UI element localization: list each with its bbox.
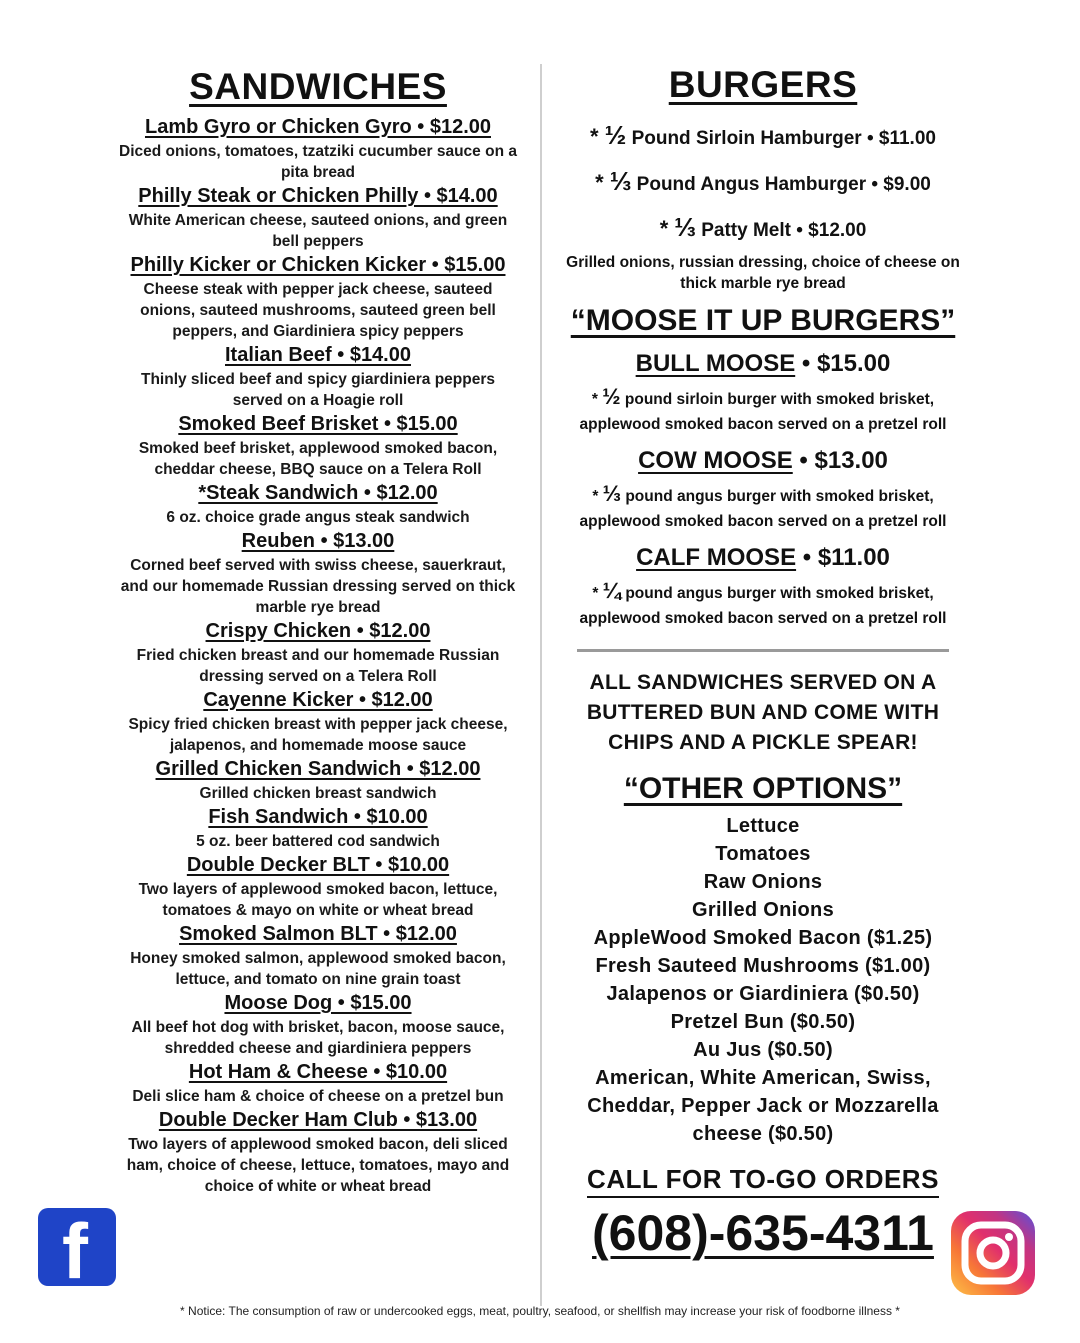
options-list bbox=[562, 812, 964, 1148]
sandwich-description: Two layers of applewood smoked bacon, lettuce, tomatoes & mayo on white or wheat bread bbox=[138, 881, 498, 919]
patty-melt-description: Grilled onions, russian dressing, choice of cheese on thick marble rye bread bbox=[566, 254, 960, 292]
sandwich-name: Hot Ham & Cheese • $10.00 bbox=[188, 1061, 448, 1083]
call-label: CALL FOR TO-GO ORDERS bbox=[587, 1162, 939, 1198]
sandwich-description: Smoked beef brisket, applewood smoked bacon, cheddar cheese, BBQ sauce on a Telera Roll bbox=[138, 440, 498, 478]
sandwich-name: Smoked Beef Brisket • $15.00 bbox=[178, 413, 458, 435]
sandwich-description: Diced onions, tomatoes, tzatziki cucumber sauce on a pita bread bbox=[119, 143, 517, 181]
moose-heading: “MOOSE IT UP BURGERS” bbox=[570, 304, 956, 337]
sandwich-name: Smoked Salmon BLT • $12.00 bbox=[179, 923, 457, 945]
moose-fraction: ½ bbox=[602, 384, 621, 409]
moose-description bbox=[562, 481, 964, 509]
burger-item bbox=[562, 206, 964, 252]
moose-line2: applewood smoked bacon served on a pretzel roll bbox=[579, 416, 947, 433]
burger-item bbox=[562, 114, 964, 160]
sandwich-description: 5 oz. beer battered cod sandwich bbox=[196, 833, 440, 850]
asterisk: * bbox=[592, 488, 603, 505]
foodborne-notice: * Notice: The consumption of raw or undercooked eggs, meat, poultry, seafood, or shellfish may increase your risk of foodborne illness * bbox=[180, 1304, 900, 1318]
moose-name: COW MOOSE bbox=[638, 447, 793, 474]
moose-name: BULL MOOSE bbox=[635, 350, 796, 377]
sandwich-list bbox=[118, 114, 518, 1197]
burger-text: Pound Sirloin Hamburger • $11.00 bbox=[631, 128, 936, 149]
burgers-column bbox=[562, 58, 964, 1262]
facebook-icon[interactable]: f bbox=[38, 1208, 116, 1286]
asterisk: * bbox=[659, 216, 669, 241]
sandwich-name: Lamb Gyro or Chicken Gyro • $12.00 bbox=[144, 116, 491, 138]
burgers-heading: BURGERS bbox=[668, 64, 858, 105]
option-item: Grilled Onions bbox=[692, 899, 834, 921]
asterisk: * bbox=[592, 585, 603, 602]
moose-price: • $11.00 bbox=[802, 544, 890, 571]
instagram-icon[interactable] bbox=[951, 1211, 1035, 1295]
sandwich-description: Spicy fried chicken breast with pepper jack cheese, jalapenos, and homemade moose sauce bbox=[128, 716, 508, 754]
sandwich-description: Two layers of applewood smoked bacon, deli sliced ham, choice of cheese, lettuce, tomatoes, mayo and choice of white or wheat bread bbox=[126, 1136, 510, 1195]
option-item: Pretzel Bun ($0.50) bbox=[670, 1011, 856, 1033]
sandwich-name: Philly Steak or Chicken Philly • $14.00 bbox=[138, 185, 498, 207]
sandwich-description: Grilled chicken breast sandwich bbox=[199, 785, 437, 802]
sandwich-name: Philly Kicker or Chicken Kicker • $15.00 bbox=[130, 254, 506, 276]
moose-line2: applewood smoked bacon served on a pretzel roll bbox=[579, 610, 947, 627]
moose-description bbox=[562, 384, 964, 412]
option-item: Jalapenos or Giardiniera ($0.50) bbox=[606, 983, 920, 1005]
sandwich-description: Fried chicken breast and our homemade Russian dressing served on a Telera Roll bbox=[136, 647, 500, 685]
moose-fraction: ⅓ bbox=[602, 481, 622, 506]
phone-number[interactable]: (608)-635-4311 bbox=[592, 1205, 934, 1261]
sandwich-name: Double Decker BLT • $10.00 bbox=[186, 854, 450, 876]
sandwich-description: White American cheese, sauteed onions, and green bell peppers bbox=[128, 212, 508, 250]
asterisk: * bbox=[590, 124, 599, 149]
sandwich-description: Deli slice ham & choice of cheese on a pretzel bun bbox=[132, 1088, 504, 1105]
burger-fraction: ⅓ bbox=[609, 166, 632, 196]
sandwich-description: Corned beef served with swiss cheese, sauerkraut, and our homemade Russian dressing served on thick marble rye bread bbox=[120, 557, 516, 616]
moose-list bbox=[562, 344, 964, 631]
option-item: AppleWood Smoked Bacon ($1.25) bbox=[593, 927, 933, 949]
sandwiches-heading: SANDWICHES bbox=[189, 66, 447, 107]
asterisk: * bbox=[591, 391, 603, 408]
moose-price: • $13.00 bbox=[799, 447, 888, 474]
burger-list bbox=[562, 114, 964, 252]
sandwich-description: Honey smoked salmon, applewood smoked bacon, lettuce, and tomato on nine grain toast bbox=[130, 950, 506, 988]
moose-item-title bbox=[562, 538, 964, 578]
moose-line2: applewood smoked bacon served on a pretzel roll bbox=[579, 513, 947, 530]
sandwich-name: Reuben • $13.00 bbox=[241, 530, 395, 552]
burger-fraction: ⅓ bbox=[674, 212, 696, 242]
option-item: Raw Onions bbox=[703, 871, 823, 893]
sandwich-name: Italian Beef • $14.00 bbox=[225, 344, 411, 366]
burger-text: Pound Angus Hamburger • $9.00 bbox=[636, 174, 931, 195]
moose-line1: pound angus burger with smoked brisket, bbox=[625, 488, 934, 505]
section-divider bbox=[577, 649, 949, 652]
moose-price: • $15.00 bbox=[801, 350, 891, 377]
asterisk: * bbox=[595, 170, 604, 195]
moose-name: CALF MOOSE bbox=[636, 544, 797, 571]
other-options-heading: “OTHER OPTIONS” bbox=[623, 772, 903, 805]
sandwich-name: Crispy Chicken • $12.00 bbox=[205, 620, 431, 642]
sandwich-description: All beef hot dog with brisket, bacon, moose sauce, shredded cheese and giardiniera peppers bbox=[131, 1019, 505, 1057]
sandwich-description: Thinly sliced beef and spicy giardiniera peppers served on a Hoagie roll bbox=[140, 371, 496, 409]
moose-item-title bbox=[562, 344, 964, 384]
sandwich-description: 6 oz. choice grade angus steak sandwich bbox=[166, 509, 470, 526]
served-note: ALL SANDWICHES SERVED ON A BUTTERED BUN AND COME WITH CHIPS AND A PICKLE SPEAR! bbox=[586, 671, 940, 754]
burger-fraction: ½ bbox=[604, 120, 627, 150]
column-divider bbox=[540, 64, 542, 1306]
option-item: American, White American, Swiss, Cheddar, Pepper Jack or Mozzarella cheese ($0.50) bbox=[587, 1067, 939, 1145]
sandwich-description: Cheese steak with pepper jack cheese, sauteed onions, sauteed mushrooms, sauteed green bell peppers, and Giardiniera spicy peppers bbox=[140, 281, 496, 340]
sandwich-name: Fish Sandwich • $10.00 bbox=[208, 806, 428, 828]
burger-text: Patty Melt • $12.00 bbox=[701, 220, 867, 241]
sandwich-name: Double Decker Ham Club • $13.00 bbox=[158, 1109, 478, 1131]
sandwich-name: *Steak Sandwich • $12.00 bbox=[198, 482, 438, 504]
burger-item bbox=[562, 160, 964, 206]
sandwich-name: Cayenne Kicker • $12.00 bbox=[203, 689, 433, 711]
option-item: Tomatoes bbox=[715, 843, 811, 865]
option-item: Lettuce bbox=[726, 815, 800, 837]
moose-fraction: ¼ bbox=[602, 578, 622, 603]
sandwich-name: Grilled Chicken Sandwich • $12.00 bbox=[155, 758, 481, 780]
sandwich-name: Moose Dog • $15.00 bbox=[224, 992, 412, 1014]
option-item: Fresh Sauteed Mushrooms ($1.00) bbox=[595, 955, 931, 977]
moose-description bbox=[562, 578, 964, 606]
moose-line1: pound sirloin burger with smoked brisket, bbox=[624, 391, 935, 408]
moose-item-title bbox=[562, 441, 964, 481]
option-item: Au Jus ($0.50) bbox=[693, 1039, 833, 1061]
moose-line1: pound angus burger with smoked brisket, bbox=[625, 585, 934, 602]
sandwiches-column bbox=[118, 58, 518, 1197]
